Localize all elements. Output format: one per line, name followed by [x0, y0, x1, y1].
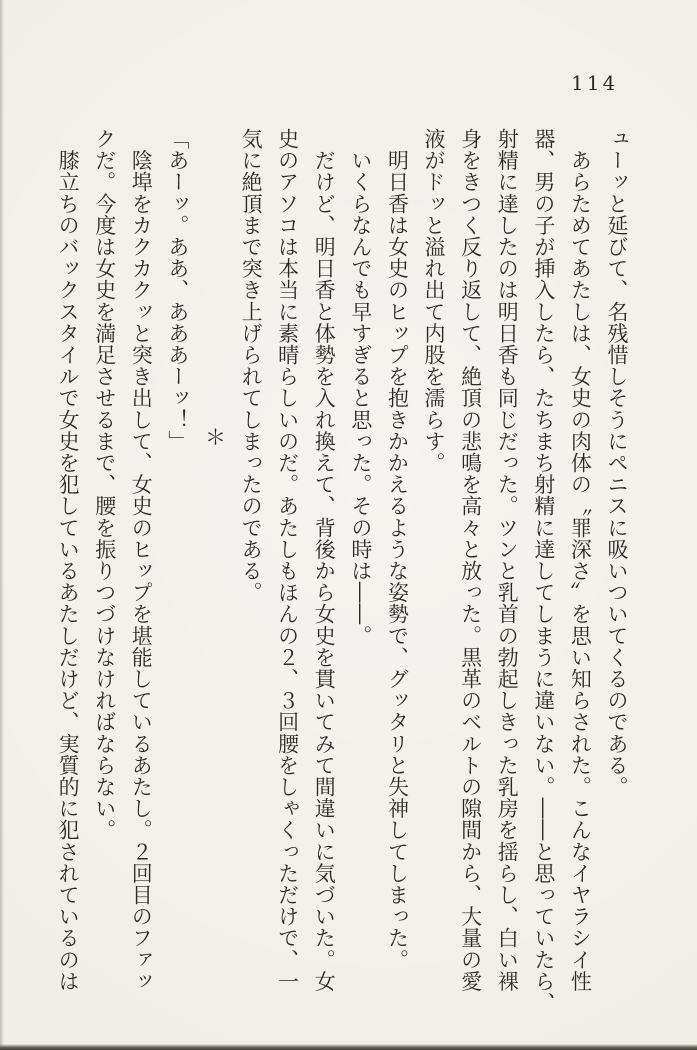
text-column: 「あーッ。ああ、あああーッ！」 — [165, 128, 190, 452]
text-column: いくらなんでも早すぎると思った。その時は――。 — [348, 128, 373, 647]
text-column: ューッと延びて、名残惜しそうにペニスに吸いついてくるのである。 — [605, 128, 629, 798]
text-column: 身をきつく反り返して、絶頂の悲鳴を高々と放った。黒革のベルトの隙間から、大量の愛 — [458, 128, 483, 992]
text-column: 気に絶頂まで突き上げられてしまったのである。 — [239, 128, 264, 604]
scan-edge-bottom — [0, 1044, 697, 1050]
text-column: 液がドッと溢れ出て内股を濡らす。 — [422, 128, 447, 474]
text-column: 陰埠をカクカクッと突き出して、女史のヒップを堪能しているあたし。２回目のファッ — [129, 128, 154, 992]
text-column: 膝立ちのバックスタイルで女史を犯しているあたしだけど、実質的に犯されているのは — [56, 128, 81, 992]
text-column: 射精に達したのは明日香も同じだった。ツンと乳首の勃起しきった乳房を揺らし、白い裸 — [495, 128, 520, 992]
text-column: だけど、明日香と体勢を入れ換えて、背後から女史を貫いてみて間違いに気づいた。女 — [312, 128, 337, 992]
text-column: 史のアソコは本当に素晴らしいのだ。あたしもほんの２、３回腰をしゃくっただけで、一 — [275, 128, 300, 992]
text-column: クだ。今度は女史を満足させるまで、腰を振りつづけなければならない。 — [92, 128, 117, 841]
text-column: あらためてあたしは、女史の肉体の〝罪深さ〟を思い知らされた。こんなイヤラシイ性 — [568, 128, 593, 992]
page-text-block — [49, 128, 635, 1036]
section-separator-asterisk: ＊ — [202, 426, 227, 447]
text-column: 器、男の子が挿入したら、たちまち射精に達してしまうに違いない。――と思っていたら、 — [531, 128, 556, 1014]
page-number: 114 — [571, 71, 619, 95]
scan-edge-left — [0, 0, 4, 1050]
text-column: 明日香は女史のヒップを抱きかかえるような姿勢で、グッタリと失神してしまった。 — [385, 128, 410, 971]
